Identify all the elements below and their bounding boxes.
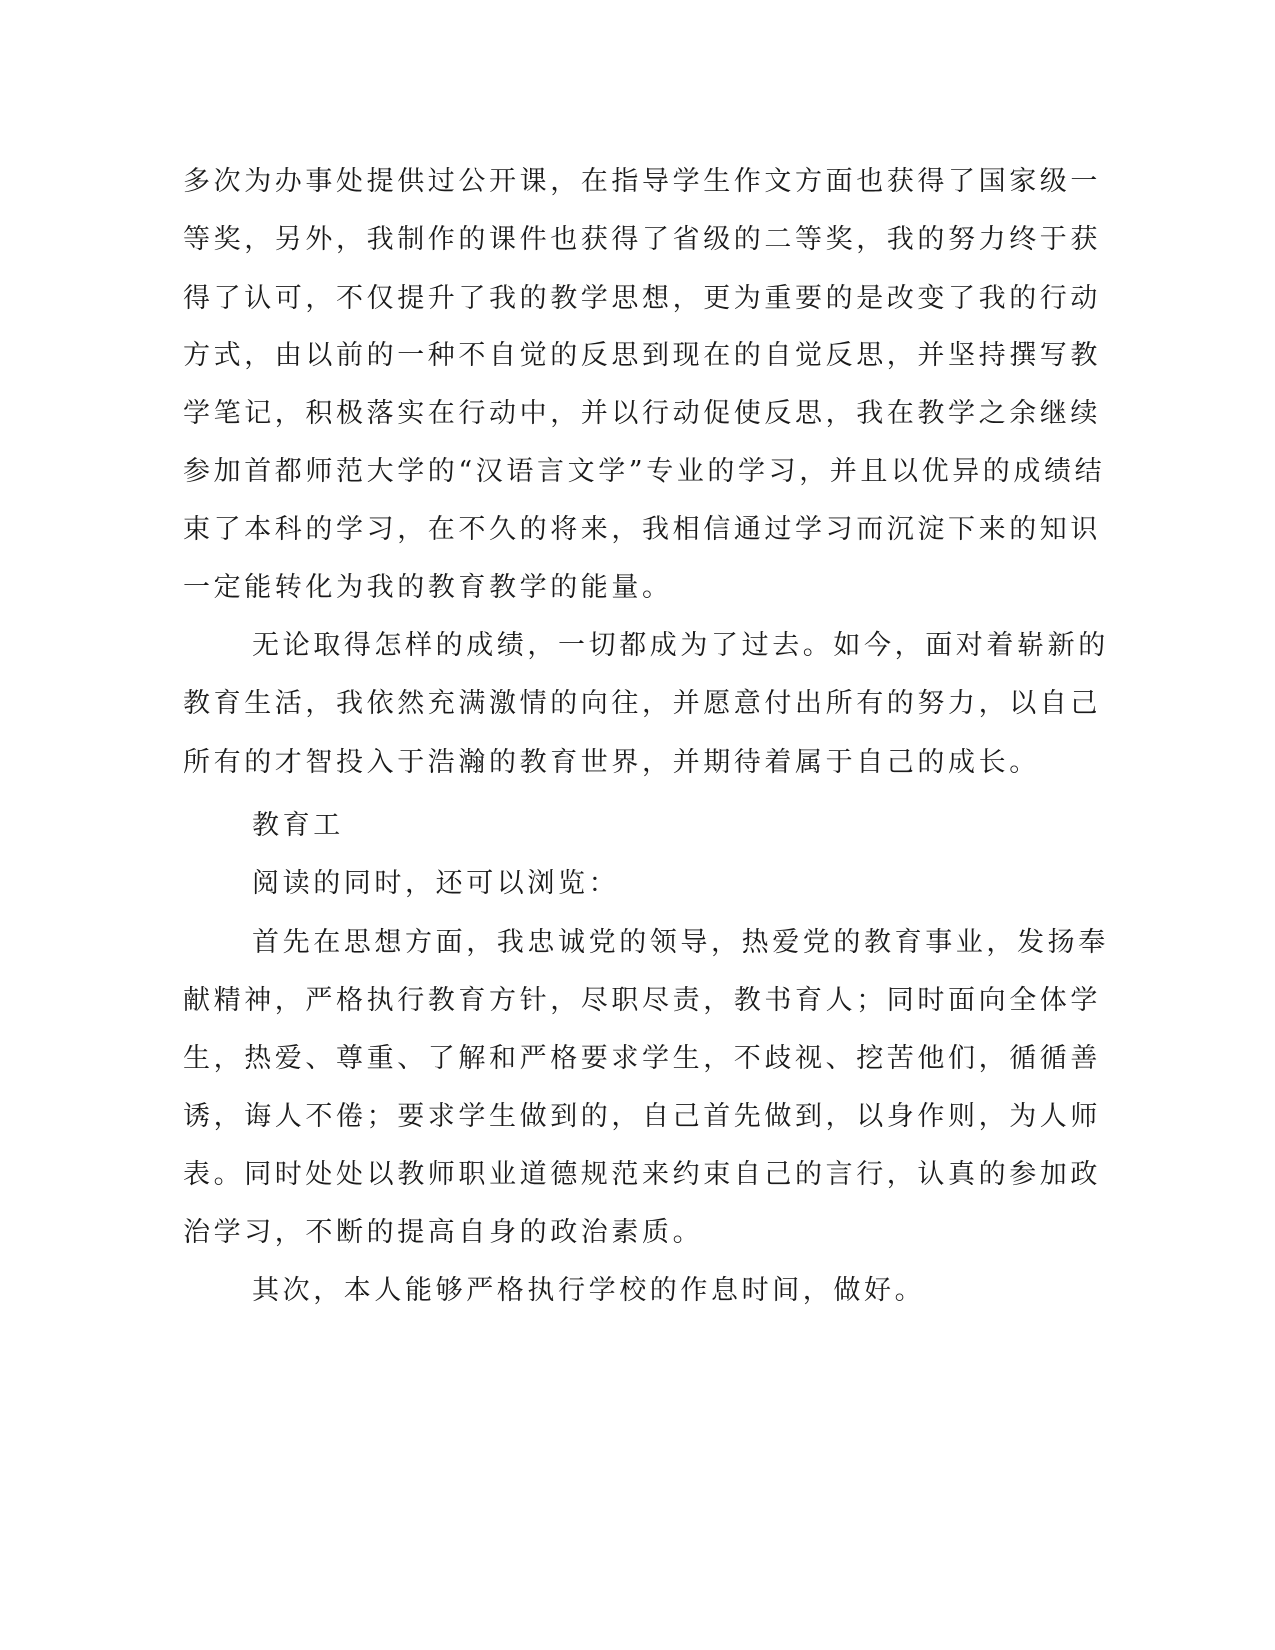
- paragraph-line: 生，热爱、尊重、了解和严格要求学生，不歧视、挖苦他们，循循善: [183, 1043, 1101, 1074]
- paragraph-line: 阅读的同时，还可以浏览：: [252, 868, 620, 899]
- paragraph-line: 参加首都师范大学的“汉语言文学”专业的学习，并且以优异的成绩结: [183, 456, 1106, 487]
- paragraph-line: 得了认可，不仅提升了我的教学思想，更为重要的是改变了我的行动: [183, 283, 1101, 314]
- paragraph-line: 诱，诲人不倦；要求学生做到的，自己首先做到，以身作则，为人师: [183, 1101, 1101, 1132]
- paragraph-line: 多次为办事处提供过公开课，在指导学生作文方面也获得了国家级一: [183, 166, 1101, 197]
- paragraph-line: 表。同时处处以教师职业道德规范来约束自己的言行，认真的参加政: [183, 1159, 1101, 1190]
- paragraph-line: 方式，由以前的一种不自觉的反思到现在的自觉反思，并坚持撰写教: [183, 340, 1101, 371]
- paragraph-line: 所有的才智投入于浩瀚的教育世界，并期待着属于自己的成长。: [183, 747, 1040, 778]
- paragraph-line: 学笔记，积极落实在行动中，并以行动促使反思，我在教学之余继续: [183, 398, 1101, 429]
- paragraph-line: 献精神，严格执行教育方针，尽职尽责，教书育人；同时面向全体学: [183, 985, 1101, 1016]
- paragraph-line: 首先在思想方面，我忠诚党的领导，热爱党的教育事业，发扬奉: [252, 927, 1109, 958]
- paragraph-line: 教育生活，我依然充满激情的向往，并愿意付出所有的努力，以自己: [183, 688, 1101, 719]
- paragraph-line: 治学习，不断的提高自身的政治素质。: [183, 1217, 704, 1248]
- paragraph-line: 一定能转化为我的教育教学的能量。: [183, 572, 673, 603]
- section-heading: 教育工: [252, 810, 344, 841]
- paragraph-line: 无论取得怎样的成绩，一切都成为了过去。如今，面对着崭新的: [252, 630, 1109, 661]
- paragraph-line: 其次，本人能够严格执行学校的作息时间，做好。: [252, 1275, 926, 1306]
- paragraph-line: 等奖，另外，我制作的课件也获得了省级的二等奖，我的努力终于获: [183, 224, 1101, 255]
- paragraph-line: 束了本科的学习，在不久的将来，我相信通过学习而沉淀下来的知识: [183, 514, 1101, 545]
